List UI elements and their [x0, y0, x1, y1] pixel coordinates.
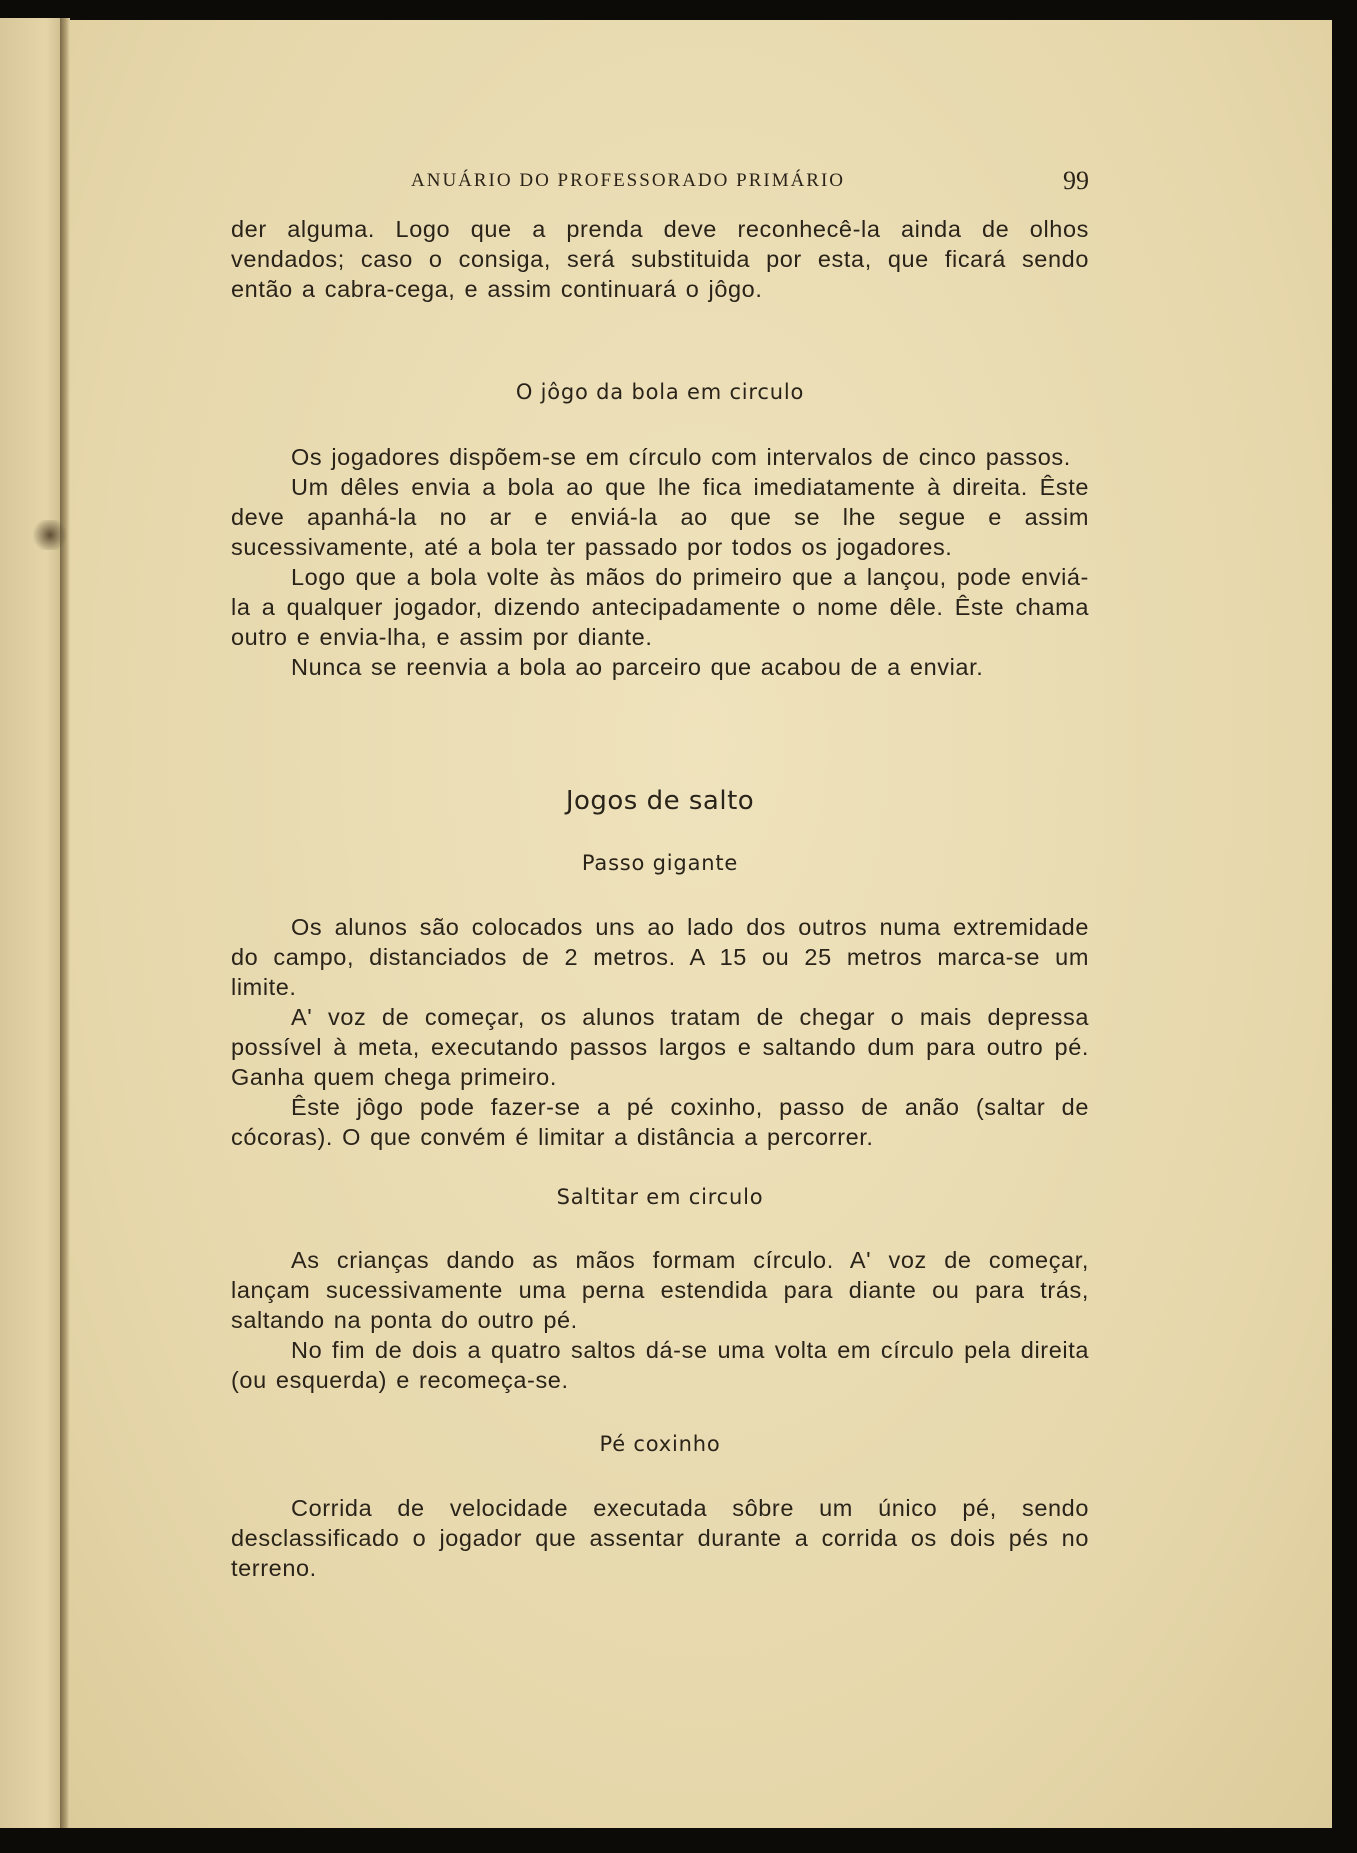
section-pe-body [231, 1493, 1089, 1583]
paragraph: Êste jôgo pode fazer-se a pé coxinho, passo de anão (saltar de cócoras). O que convém é limitar a distância a percorrer. [231, 1094, 1089, 1150]
section-bola-title-wrap [231, 380, 1089, 404]
paragraph: Nunca se reenvia a bola ao parceiro que acabou de a enviar. [291, 654, 984, 680]
section-bola-body [231, 442, 1089, 682]
running-head [231, 166, 1089, 196]
page-number: 99 [1063, 166, 1089, 195]
section-salto-title-wrap [231, 786, 1089, 816]
scan-border-right [1332, 20, 1357, 1830]
intro-block [231, 214, 1089, 304]
section-title-bola: O jôgo da bola em circulo [515, 380, 805, 404]
paragraph: As crianças dando as mãos formam círculo. A' voz de começar, lançam sucessivamente uma perna estendida para diante ou para trás, saltando na ponta do outro pé. [231, 1247, 1089, 1333]
paragraph: Os jogadores dispõem-se em círculo com intervalos de cinco passos. [291, 444, 1071, 470]
paragraph: Logo que a bola volte às mãos do primeiro que a lançou, pode enviá-la a qualquer jogador, dizendo antecipadamente o nome dêle. Êste chama outro e envia-lha, e assim por diante. [231, 564, 1089, 650]
paragraph: Os alunos são colocados uns ao lado dos outros numa extremidade do campo, distanciados de 2 metros. A 15 ou 25 metros marca-se um limite. [231, 914, 1089, 1000]
scan-border-bottom [0, 1828, 1357, 1853]
section-title-passo: Passo gigante [581, 851, 739, 875]
facing-page-edge [0, 18, 66, 1828]
section-passo-title-wrap [231, 851, 1089, 875]
paragraph: Um dêles envia a bola ao que lhe fica imediatamente à direita. Êste deve apanhá-la no ar e enviá-la ao que se lhe segue e assim sucessivamente, até a bola ter passado por todos os jogadores. [231, 474, 1089, 560]
section-title-pe: Pé coxinho [599, 1432, 721, 1456]
paper-stain [30, 520, 70, 550]
section-saltitar-body [231, 1245, 1089, 1395]
paragraph: A' voz de começar, os alunos tratam de chegar o mais depressa possível à meta, executando passos largos e saltando dum para outro pé. Ganha quem chega primeiro. [231, 1004, 1089, 1090]
paragraph: No fim de dois a quatro saltos dá-se uma volta em círculo pela direita (ou esquerda) e recomeça-se. [231, 1337, 1089, 1393]
section-pe-title-wrap [231, 1432, 1089, 1456]
section-title-saltitar: Saltitar em circulo [556, 1185, 764, 1209]
intro-paragraph: der alguma. Logo que a prenda deve reconhecê-la ainda de olhos vendados; caso o consiga, será substituida por esta, que ficará sendo então a cabra-cega, e assim continuará o jôgo. [231, 216, 1089, 302]
book-spine [60, 18, 70, 1828]
running-title: ANUÁRIO DO PROFESSORADO PRIMÁRIO [411, 170, 846, 191]
scan-border-top [0, 0, 1357, 20]
paragraph: Corrida de velocidade executada sôbre um único pé, sendo desclassificado o jogador que assentar durante a corrida os dois pés no terreno. [231, 1495, 1089, 1581]
section-saltitar-title-wrap [231, 1185, 1089, 1209]
section-passo-body [231, 912, 1089, 1152]
section-title-salto: Jogos de salto [565, 786, 755, 816]
